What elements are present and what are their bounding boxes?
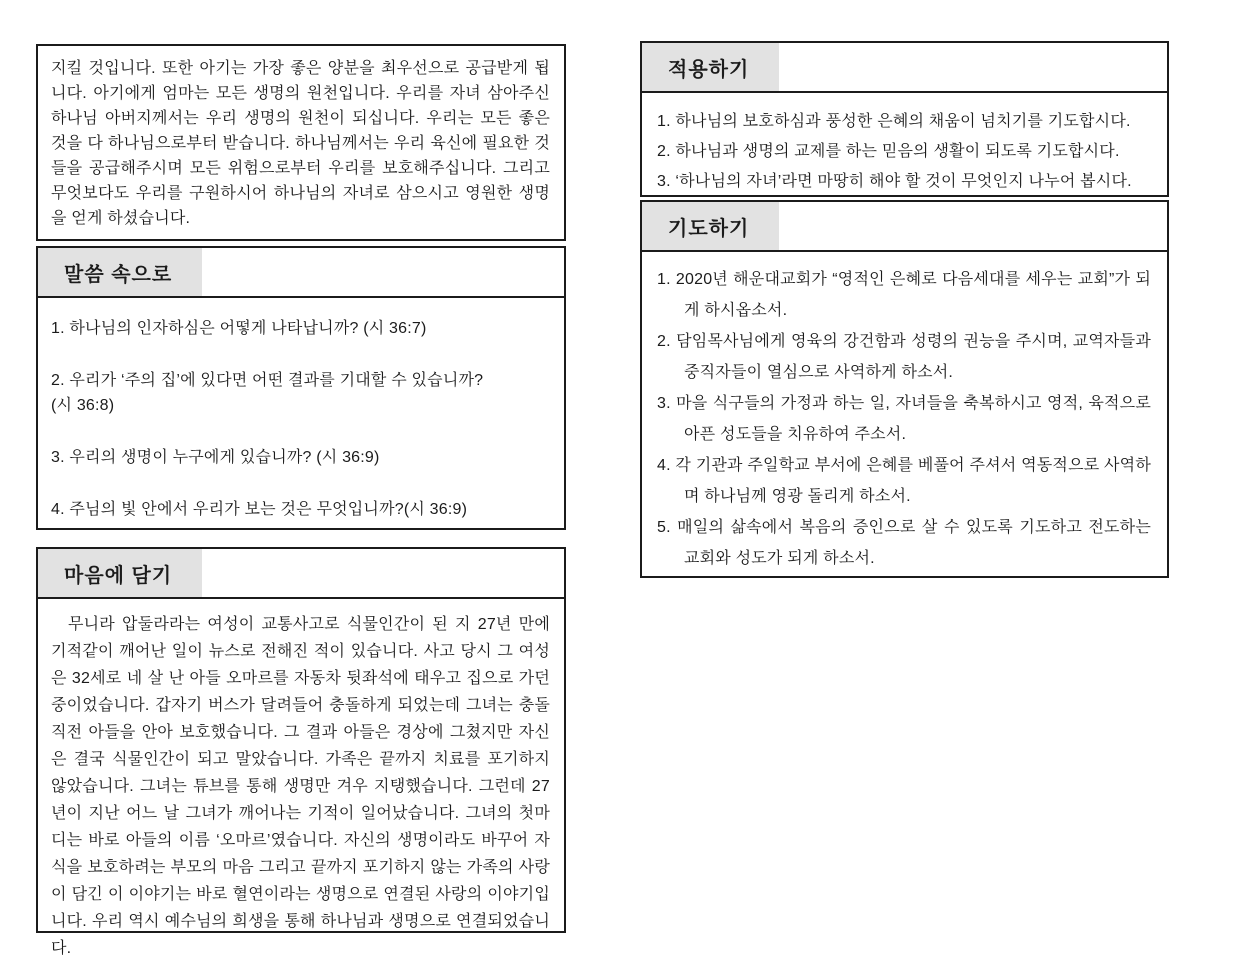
- question-item: 1. 하나님의 인자하심은 어떻게 나타납니까? (시 36:7): [51, 320, 427, 337]
- apply-section-header: [642, 43, 1167, 93]
- intro-section-box: [36, 44, 566, 241]
- question-scripture-ref: (시 36:8): [51, 397, 115, 414]
- heart-story-container: [38, 599, 564, 970]
- apply-section-title: 적용하기: [642, 43, 779, 91]
- word-section-box: [36, 246, 566, 530]
- apply-section-box: [640, 41, 1169, 197]
- apply-item: 3. ‘하나님의 자녀’라면 마땅히 해야 할 것이 무엇인지 나누어 봅시다.: [657, 173, 1132, 190]
- question-item: 4. 주님의 빛 안에서 우리가 보는 것은 무엇입니까?(시 36:9): [51, 501, 468, 518]
- apply-item: 1. 하나님의 보호하심과 풍성한 은혜의 채움이 넘치기를 기도합시다.: [657, 113, 1131, 130]
- pray-section-box: [640, 200, 1169, 578]
- question-item: 3. 우리의 생명이 누구에게 있습니까? (시 36:9): [51, 449, 380, 466]
- heart-section-header: [38, 549, 564, 599]
- heart-section-title: 마음에 담기: [38, 549, 202, 597]
- word-question-list: [38, 298, 564, 532]
- heart-story-paragraph: 무니라 압둘라라는 여성이 교통사고로 식물인간이 된 지 27년 만에 기적같이 깨어난 일이 뉴스로 전해진 적이 있습니다. 사고 당시 그 여성은 32세로 네 살 난 아들 오마르를 자동차 뒷좌석에 태우고 집으로 가던 중이었습니다. 갑자기 버스가 달려들어 충돌하게 되었는데 그녀는 충돌 직전 아들을 안아 보호했습니다. 그 결과 아들은 경상에 그쳤지만 자신은 결국 식물인간이 되고 말았습니다. 가족은 끝까지 치료를 포기하지 않았습니다. 그녀는 튜브를 통해 생명만 겨우 지탱했습니다. 그런데 27년이 지난 어느 날 그녀가 깨어나는 기적이 일어났습니다. 그녀의 첫마디는 바로 아들의 이름 ‘오마르’였습니다. 자신의 생명이라도 바꾸어 자식을 보호하려는 부모의 마음 그리고 끝까지 포기하지 않는 가족의 사랑이 담긴 이 이야기는 바로 혈연이라는 생명으로 연결된 사랑의 이야기입니다. 우리 역시 예수님의 희생을 통해 하나님과 생명으로 연결되었습니다.: [51, 616, 550, 957]
- prayer-item: 3. 마을 식구들의 가정과 하는 일, 자녀들을 축복하시고 영적, 육적으로 아픈 성도들을 치유하여 주소서.: [657, 395, 1151, 443]
- question-text: 2. 우리가 ‘주의 집’에 있다면 어떤 결과를 기대할 수 있습니까?: [51, 372, 484, 389]
- heart-section-box: [36, 547, 566, 957]
- apply-item: 2. 하나님과 생명의 교제를 하는 믿음의 생활이 되도록 기도합시다.: [657, 143, 1120, 160]
- prayer-item: 4. 각 기관과 주일학교 부서에 은혜를 베풀어 주셔서 역동적으로 사역하며 하나님께 영광 돌리게 하소서.: [657, 457, 1151, 505]
- word-section-title: 말씀 속으로: [38, 248, 202, 296]
- prayer-item: 1. 2020년 해운대교회가 “영적인 은혜로 다음세대를 세우는 교회”가 되게 하시옵소서.: [657, 271, 1151, 319]
- pray-section-title: 기도하기: [642, 202, 779, 250]
- pray-list: [642, 252, 1167, 582]
- question-item: [51, 368, 550, 418]
- apply-list: [642, 93, 1167, 205]
- pray-section-header: [642, 202, 1167, 252]
- prayer-item: 5. 매일의 삶속에서 복음의 증인으로 살 수 있도록 기도하고 전도하는 교회와 성도가 되게 하소서.: [657, 519, 1151, 567]
- intro-paragraph: 지킬 것입니다. 또한 아기는 가장 좋은 양분을 최우선으로 공급받게 됩니다. 아기에게 엄마는 모든 생명의 원천입니다. 우리를 자녀 삼아주신 하나님 아버지께서는 우리 생명의 원천이 되십니다. 우리는 모든 좋은 것을 다 하나님으로부터 받습니다. 하나님께서는 우리 육신에 필요한 것들을 공급해주시며 모든 위험으로부터 우리를 보호해주십니다. 그리고 무엇보다도 우리를 구원하시어 하나님의 자녀로 삼으시고 영원한 생명을 얻게 하셨습니다.: [51, 60, 550, 227]
- prayer-item: 2. 담임목사님에게 영육의 강건함과 성령의 권능을 주시며, 교역자들과 중직자들이 열심으로 사역하게 하소서.: [657, 333, 1151, 381]
- word-section-header: [38, 248, 564, 298]
